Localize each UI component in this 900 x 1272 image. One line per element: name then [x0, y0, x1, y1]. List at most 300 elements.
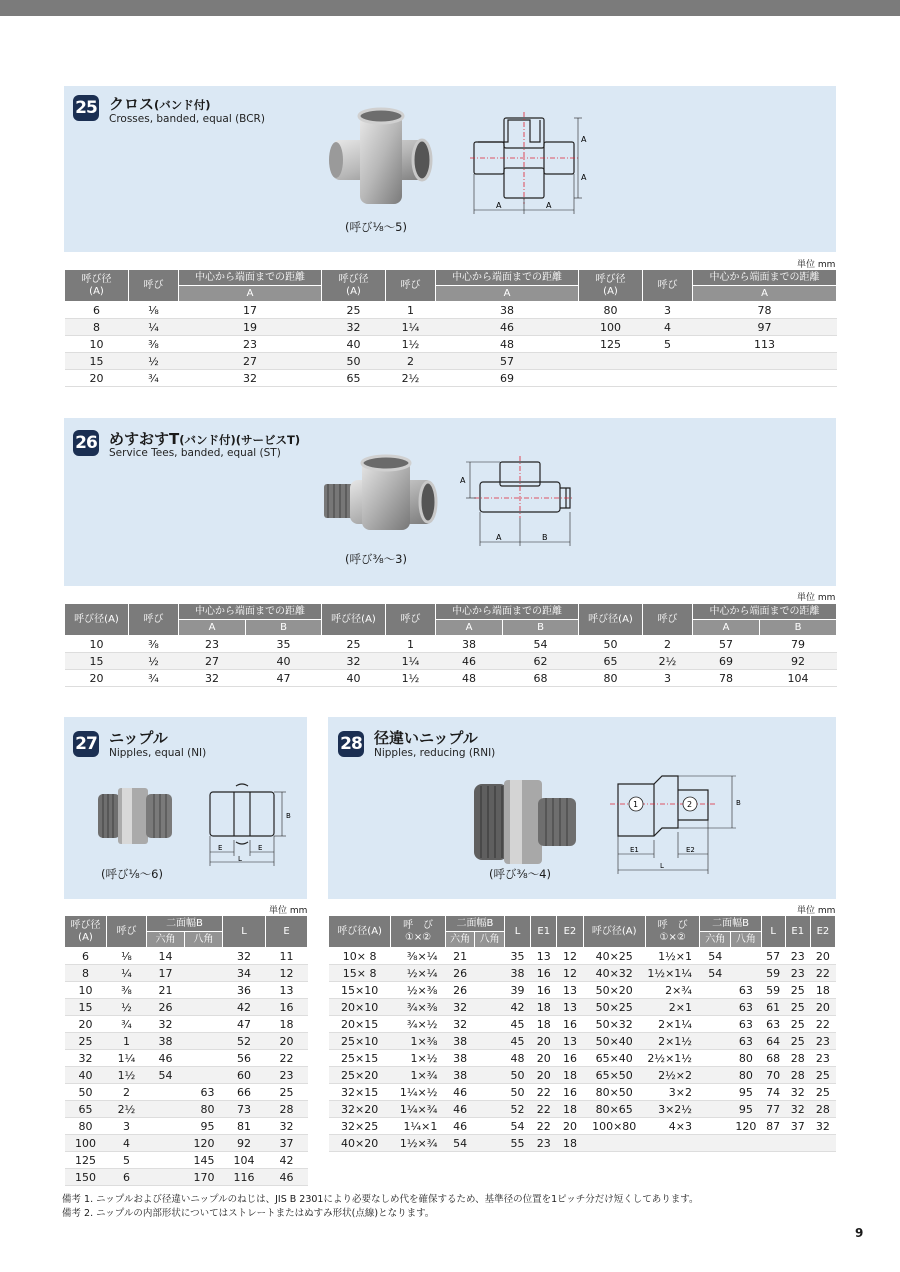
section-25-table: [64, 269, 837, 387]
s25-h-nominal-3: 呼び: [643, 270, 693, 302]
nominal-cell: 1¼: [386, 653, 436, 670]
size-cell: 10: [65, 336, 129, 353]
size-cell: 65: [65, 1101, 107, 1118]
oct-cell: 120: [185, 1135, 223, 1152]
l-cell: 34: [223, 965, 266, 982]
hex-cell: [700, 999, 731, 1016]
s28-h-oct-2: 八角: [731, 932, 762, 948]
l-cell: 42: [504, 999, 530, 1016]
l-cell: 63: [761, 1016, 785, 1033]
hex-cell: 32: [445, 999, 475, 1016]
e-cell: 16: [266, 999, 308, 1016]
e1-cell: 25: [785, 982, 810, 999]
size-cell: 25: [322, 636, 386, 653]
nominal-cell: 1: [386, 302, 436, 319]
e2-cell: [810, 1135, 835, 1152]
l-cell: 42: [223, 999, 266, 1016]
nominal-cell: ⅜: [107, 982, 147, 999]
dim-b-cell: 68: [503, 670, 579, 687]
e2-cell: 22: [810, 1016, 835, 1033]
size-cell: 15: [65, 999, 107, 1016]
table-row: [65, 302, 837, 319]
oct-cell: [475, 982, 505, 999]
size-cell: 25: [65, 1033, 107, 1050]
nominal-cell: ½: [129, 653, 179, 670]
size-cell: 40: [322, 336, 386, 353]
nominal-cell: 1: [386, 636, 436, 653]
e1-cell: 23: [785, 948, 810, 965]
size-cell: 8: [65, 319, 129, 336]
size-cell: 25: [322, 302, 386, 319]
size-cell: 65×50: [583, 1067, 645, 1084]
dim-a-cell: 57: [436, 353, 579, 370]
hex-cell: 26: [445, 982, 475, 999]
dim-a-cell: 69: [693, 653, 760, 670]
l-cell: 47: [223, 1016, 266, 1033]
size-cell: 15: [65, 653, 129, 670]
size-cell: 20: [65, 370, 129, 387]
hex-cell: 17: [147, 965, 185, 982]
hex-cell: 46: [445, 1101, 475, 1118]
s28-h-e1-2: E1: [785, 916, 810, 948]
s28-h-e1-1: E1: [531, 916, 557, 948]
e1-cell: 25: [785, 999, 810, 1016]
s25-h-a-1: A: [179, 286, 322, 302]
section-26-title-small: (バンド付)(サービスT): [179, 433, 301, 447]
nipple-photo: [94, 784, 176, 848]
dim-a-cell: 32: [179, 670, 246, 687]
e1-cell: 22: [531, 1118, 557, 1135]
e1-cell: 16: [531, 982, 557, 999]
l-cell: 50: [504, 1067, 530, 1084]
s26-h-dist-2: 中心から端面までの距離: [436, 604, 579, 620]
table-row: [65, 353, 837, 370]
e2-cell: 13: [557, 1033, 583, 1050]
hex-cell: 38: [147, 1033, 185, 1050]
e1-cell: 13: [531, 948, 557, 965]
s28-h-l-1: L: [504, 916, 530, 948]
e-cell: 46: [266, 1169, 308, 1186]
s28-h-width-2: 二面幅B: [700, 916, 761, 932]
e1-cell: 18: [531, 999, 557, 1016]
s28-h-width-1: 二面幅B: [445, 916, 504, 932]
size-cell: 15× 8: [329, 965, 391, 982]
e2-cell: 16: [557, 1016, 583, 1033]
oct-cell: 120: [731, 1118, 762, 1135]
hex-cell: [147, 1169, 185, 1186]
dim-a-cell: 23: [179, 636, 246, 653]
s26-h-a-2: A: [436, 620, 503, 636]
table-row: [65, 948, 308, 965]
nominal-cell: ¼: [107, 965, 147, 982]
s25-h-dist-3: 中心から端面までの距離: [693, 270, 837, 286]
s25-h-a-3: A: [693, 286, 837, 302]
s28-h-size-2: 呼び径(A): [583, 916, 645, 948]
e2-cell: 16: [557, 1084, 583, 1101]
s27-h-hex: 六角: [147, 932, 185, 948]
nominal-cell: ¾×⅜: [391, 999, 446, 1016]
e-cell: 18: [266, 1016, 308, 1033]
e-cell: 25: [266, 1084, 308, 1101]
size-cell: 100: [65, 1135, 107, 1152]
dim-a-right-bottom: A: [581, 173, 587, 182]
dim-a-cell: 17: [179, 302, 322, 319]
reducing-nipple-drawing: [604, 770, 744, 880]
l-cell: 92: [223, 1135, 266, 1152]
e1-cell: 16: [531, 965, 557, 982]
size-cell: 32×15: [329, 1084, 391, 1101]
e1-cell: 32: [785, 1084, 810, 1101]
section-25-title-main: クロス: [109, 95, 155, 113]
s28-h-oct-1: 八角: [475, 932, 505, 948]
dim-b-cell: 104: [760, 670, 837, 687]
size-cell: [583, 1135, 645, 1152]
section-26-caption: (呼び⅜〜3): [345, 552, 407, 566]
section-26-subtitle: Service Tees, banded, equal (ST): [109, 447, 281, 459]
size-cell: 100×80: [583, 1118, 645, 1135]
table-row: [65, 319, 837, 336]
oct-cell: [475, 948, 505, 965]
nipple-drawing: [200, 782, 296, 868]
oct-cell: [185, 982, 223, 999]
table-row: [329, 948, 836, 965]
l-cell: 81: [223, 1118, 266, 1135]
oct-cell: [731, 948, 762, 965]
dim-a-cell: [693, 370, 837, 387]
nominal-cell: 1¼×1: [391, 1118, 446, 1135]
nominal-cell: [643, 370, 693, 387]
dim-b-cell: 40: [246, 653, 322, 670]
hex-cell: 54: [700, 965, 731, 982]
table-row: [65, 336, 837, 353]
hex-cell: [700, 1084, 731, 1101]
s26-h-nominal-3: 呼び: [643, 604, 693, 636]
nominal-cell: ¾: [107, 1016, 147, 1033]
s28-h-l-2: L: [761, 916, 785, 948]
size-cell: 80×65: [583, 1101, 645, 1118]
nominal-cell: 2½×1½: [645, 1050, 700, 1067]
l-cell: 38: [504, 965, 530, 982]
hex-cell: [700, 1016, 731, 1033]
nominal-cell: 3×2½: [645, 1101, 700, 1118]
dim-a-cell: 97: [693, 319, 837, 336]
nominal-cell: 2×1: [645, 999, 700, 1016]
hex-cell: 38: [445, 1033, 475, 1050]
nominal-cell: ⅜: [129, 636, 179, 653]
table-row: [329, 1016, 836, 1033]
e-cell: 37: [266, 1135, 308, 1152]
s28-h-e2-1: E2: [557, 916, 583, 948]
size-cell: 6: [65, 302, 129, 319]
section-26-number: 26: [73, 430, 99, 456]
dim-l: L: [238, 855, 242, 863]
nominal-cell: 1¼: [107, 1050, 147, 1067]
oct-cell: 80: [731, 1050, 762, 1067]
oct-cell: [475, 1135, 505, 1152]
size-cell: 32: [322, 319, 386, 336]
dim-b-cell: 62: [503, 653, 579, 670]
section-28-subtitle: Nipples, reducing (RNI): [374, 747, 496, 759]
hex-cell: [700, 1135, 731, 1152]
e2-cell: 18: [557, 1135, 583, 1152]
nominal-cell: 2: [386, 353, 436, 370]
table-row: [65, 670, 837, 687]
nominal-cell: 1½×1: [645, 948, 700, 965]
e1-cell: 23: [531, 1135, 557, 1152]
size-cell: [579, 353, 643, 370]
table-row: [65, 1101, 308, 1118]
dim-b: B: [286, 812, 291, 820]
nominal-cell: ½: [129, 353, 179, 370]
s25-h-a-2: A: [436, 286, 579, 302]
s28-h-hex-2: 六角: [700, 932, 731, 948]
nominal-cell: 2×1½: [645, 1033, 700, 1050]
e2-cell: 20: [557, 1118, 583, 1135]
e1-cell: 22: [531, 1101, 557, 1118]
dim-a-cell: 113: [693, 336, 837, 353]
s27-h-nominal: 呼び: [107, 916, 147, 948]
dim-e1: E1: [630, 846, 639, 854]
dim-a-cell: 57: [693, 636, 760, 653]
nominal-cell: 4: [107, 1135, 147, 1152]
size-cell: 50: [322, 353, 386, 370]
nominal-cell: 6: [107, 1169, 147, 1186]
dim-a-left: A: [460, 476, 466, 485]
hex-cell: [700, 1050, 731, 1067]
section-25-number: 25: [73, 95, 99, 121]
l-cell: 45: [504, 1016, 530, 1033]
hex-cell: 46: [445, 1084, 475, 1101]
e-cell: 20: [266, 1033, 308, 1050]
section-26-title-main: めすおすT: [109, 430, 180, 448]
l-cell: 48: [504, 1050, 530, 1067]
oct-cell: 63: [185, 1084, 223, 1101]
table-row: [65, 965, 308, 982]
oct-cell: [475, 1084, 505, 1101]
s25-h-dist-2: 中心から端面までの距離: [436, 270, 579, 286]
size-cell: 65: [579, 653, 643, 670]
nominal-cell: 2½: [107, 1101, 147, 1118]
e2-cell: 25: [810, 1067, 835, 1084]
oct-cell: 80: [731, 1067, 762, 1084]
hex-cell: [147, 1135, 185, 1152]
e2-cell: 23: [810, 1033, 835, 1050]
hex-cell: [147, 1101, 185, 1118]
oct-cell: [475, 1101, 505, 1118]
size-cell: 20×10: [329, 999, 391, 1016]
size-cell: 32: [65, 1050, 107, 1067]
nominal-cell: [645, 1135, 700, 1152]
l-cell: [761, 1135, 785, 1152]
table-row: [65, 1152, 308, 1169]
reducing-nipple-photo: [468, 776, 582, 868]
service-tee-drawing: [456, 456, 580, 552]
e1-cell: 23: [785, 965, 810, 982]
hex-cell: 21: [147, 982, 185, 999]
l-cell: 39: [504, 982, 530, 999]
cross-fitting-photo: [322, 102, 440, 210]
section-28-title: 径違いニップル: [374, 729, 478, 747]
hex-cell: [147, 1118, 185, 1135]
dim-a-cell: 46: [436, 653, 503, 670]
nominal-cell: ⅜: [129, 336, 179, 353]
table-row: [65, 1169, 308, 1186]
dim-a-cell: 27: [179, 353, 322, 370]
dim-a-cell: 48: [436, 336, 579, 353]
e-cell: 42: [266, 1152, 308, 1169]
dim-a-bottom-right: A: [546, 201, 552, 210]
dim-a-cell: 19: [179, 319, 322, 336]
dim-a-cell: 38: [436, 636, 503, 653]
oct-cell: 170: [185, 1169, 223, 1186]
e2-cell: 18: [557, 1067, 583, 1084]
size-cell: 25×20: [329, 1067, 391, 1084]
table-row: [65, 1033, 308, 1050]
s25-h-nominal-2: 呼び: [386, 270, 436, 302]
size-cell: 40: [65, 1067, 107, 1084]
nominal-cell: 1×⅜: [391, 1033, 446, 1050]
l-cell: 59: [761, 965, 785, 982]
s27-h-width: 二面幅B: [147, 916, 223, 932]
dim-a-bottom-left: A: [496, 201, 502, 210]
table-row: [329, 1135, 836, 1152]
dim-b-cell: 79: [760, 636, 837, 653]
nominal-cell: 1½×1¼: [645, 965, 700, 982]
s25-h-dist-1: 中心から端面までの距離: [179, 270, 322, 286]
section-27-title: ニップル: [109, 729, 168, 747]
oct-cell: 63: [731, 982, 762, 999]
l-cell: 52: [504, 1101, 530, 1118]
oct-cell: 95: [731, 1101, 762, 1118]
nominal-cell: ½: [107, 999, 147, 1016]
dim-a-bottom: A: [496, 533, 502, 542]
oct-cell: [475, 1050, 505, 1067]
circle-1-label: 1: [633, 800, 639, 809]
dim-l: L: [660, 862, 664, 870]
s27-h-oct: 八角: [185, 932, 223, 948]
hex-cell: [700, 1101, 731, 1118]
size-cell: 80: [579, 302, 643, 319]
e-cell: 13: [266, 982, 308, 999]
s26-h-b-2: B: [503, 620, 579, 636]
nominal-cell: [643, 353, 693, 370]
size-cell: 40×25: [583, 948, 645, 965]
table-row: [65, 370, 837, 387]
section-28-unit: 単位 mm: [797, 906, 836, 916]
l-cell: 74: [761, 1084, 785, 1101]
e1-cell: 28: [785, 1050, 810, 1067]
size-cell: 50×40: [583, 1033, 645, 1050]
table-row: [65, 999, 308, 1016]
dim-b-bottom: B: [542, 533, 548, 542]
s28-h-e2-2: E2: [810, 916, 835, 948]
dim-b-cell: 35: [246, 636, 322, 653]
oct-cell: [185, 965, 223, 982]
note-1: 備考 1. ニップルおよび径違いニップルのねじは、JIS B 2301により必要なしめ代を確保するため、基準径の位置を1ピッチ分だけ短くしてあります。: [62, 1194, 699, 1205]
e2-cell: 28: [810, 1101, 835, 1118]
l-cell: 55: [504, 1135, 530, 1152]
l-cell: 73: [223, 1101, 266, 1118]
l-cell: 68: [761, 1050, 785, 1067]
top-bar: [0, 0, 900, 16]
l-cell: 70: [761, 1067, 785, 1084]
table-row: [65, 1067, 308, 1084]
e2-cell: 12: [557, 965, 583, 982]
nominal-cell: 1½: [386, 336, 436, 353]
dim-a-cell: 69: [436, 370, 579, 387]
l-cell: 77: [761, 1101, 785, 1118]
nominal-cell: ¾: [129, 370, 179, 387]
s26-h-a-3: A: [693, 620, 760, 636]
hex-cell: 21: [445, 948, 475, 965]
size-cell: 40×20: [329, 1135, 391, 1152]
l-cell: 36: [223, 982, 266, 999]
s26-h-dist-1: 中心から端面までの距離: [179, 604, 322, 620]
table-row: [329, 1118, 836, 1135]
hex-cell: 26: [147, 999, 185, 1016]
nominal-cell: ⅛: [107, 948, 147, 965]
e2-cell: 32: [810, 1118, 835, 1135]
section-27-subtitle: Nipples, equal (NI): [109, 747, 207, 759]
nominal-cell: 1½: [107, 1067, 147, 1084]
dim-b-cell: 47: [246, 670, 322, 687]
l-cell: 87: [761, 1118, 785, 1135]
section-27-table: [64, 915, 308, 1186]
dim-a-cell: 32: [179, 370, 322, 387]
size-cell: 50: [579, 636, 643, 653]
nominal-cell: ⅛: [129, 302, 179, 319]
size-cell: 20: [65, 670, 129, 687]
size-cell: 50: [65, 1084, 107, 1101]
s28-h-hex-1: 六角: [445, 932, 475, 948]
oct-cell: [475, 1067, 505, 1084]
l-cell: 56: [223, 1050, 266, 1067]
size-cell: 15: [65, 353, 129, 370]
e-cell: 28: [266, 1101, 308, 1118]
nominal-cell: ¼: [129, 319, 179, 336]
hex-cell: 54: [147, 1067, 185, 1084]
size-cell: 40: [322, 670, 386, 687]
size-cell: 6: [65, 948, 107, 965]
nominal-cell: ⅜×¼: [391, 948, 446, 965]
dim-a-cell: 48: [436, 670, 503, 687]
size-cell: 125: [579, 336, 643, 353]
e-cell: 12: [266, 965, 308, 982]
s28-h-size-1: 呼び径(A): [329, 916, 391, 948]
section-28-caption: (呼び⅜〜4): [489, 867, 551, 881]
nominal-cell: ¾×½: [391, 1016, 446, 1033]
l-cell: 54: [504, 1118, 530, 1135]
hex-cell: 54: [700, 948, 731, 965]
oct-cell: [475, 1033, 505, 1050]
e2-cell: 18: [810, 982, 835, 999]
hex-cell: 14: [147, 948, 185, 965]
nominal-cell: 3: [643, 302, 693, 319]
e-cell: 22: [266, 1050, 308, 1067]
dim-e-right: E: [258, 844, 263, 852]
size-cell: 50×25: [583, 999, 645, 1016]
oct-cell: [731, 1135, 762, 1152]
oct-cell: [475, 1016, 505, 1033]
s26-h-dist-3: 中心から端面までの距離: [693, 604, 837, 620]
e1-cell: 20: [531, 1067, 557, 1084]
nominal-cell: 1¼×¾: [391, 1101, 446, 1118]
hex-cell: 54: [445, 1135, 475, 1152]
hex-cell: 32: [445, 1016, 475, 1033]
hex-cell: [700, 1118, 731, 1135]
s27-h-l: L: [223, 916, 266, 948]
nominal-cell: 3: [643, 670, 693, 687]
